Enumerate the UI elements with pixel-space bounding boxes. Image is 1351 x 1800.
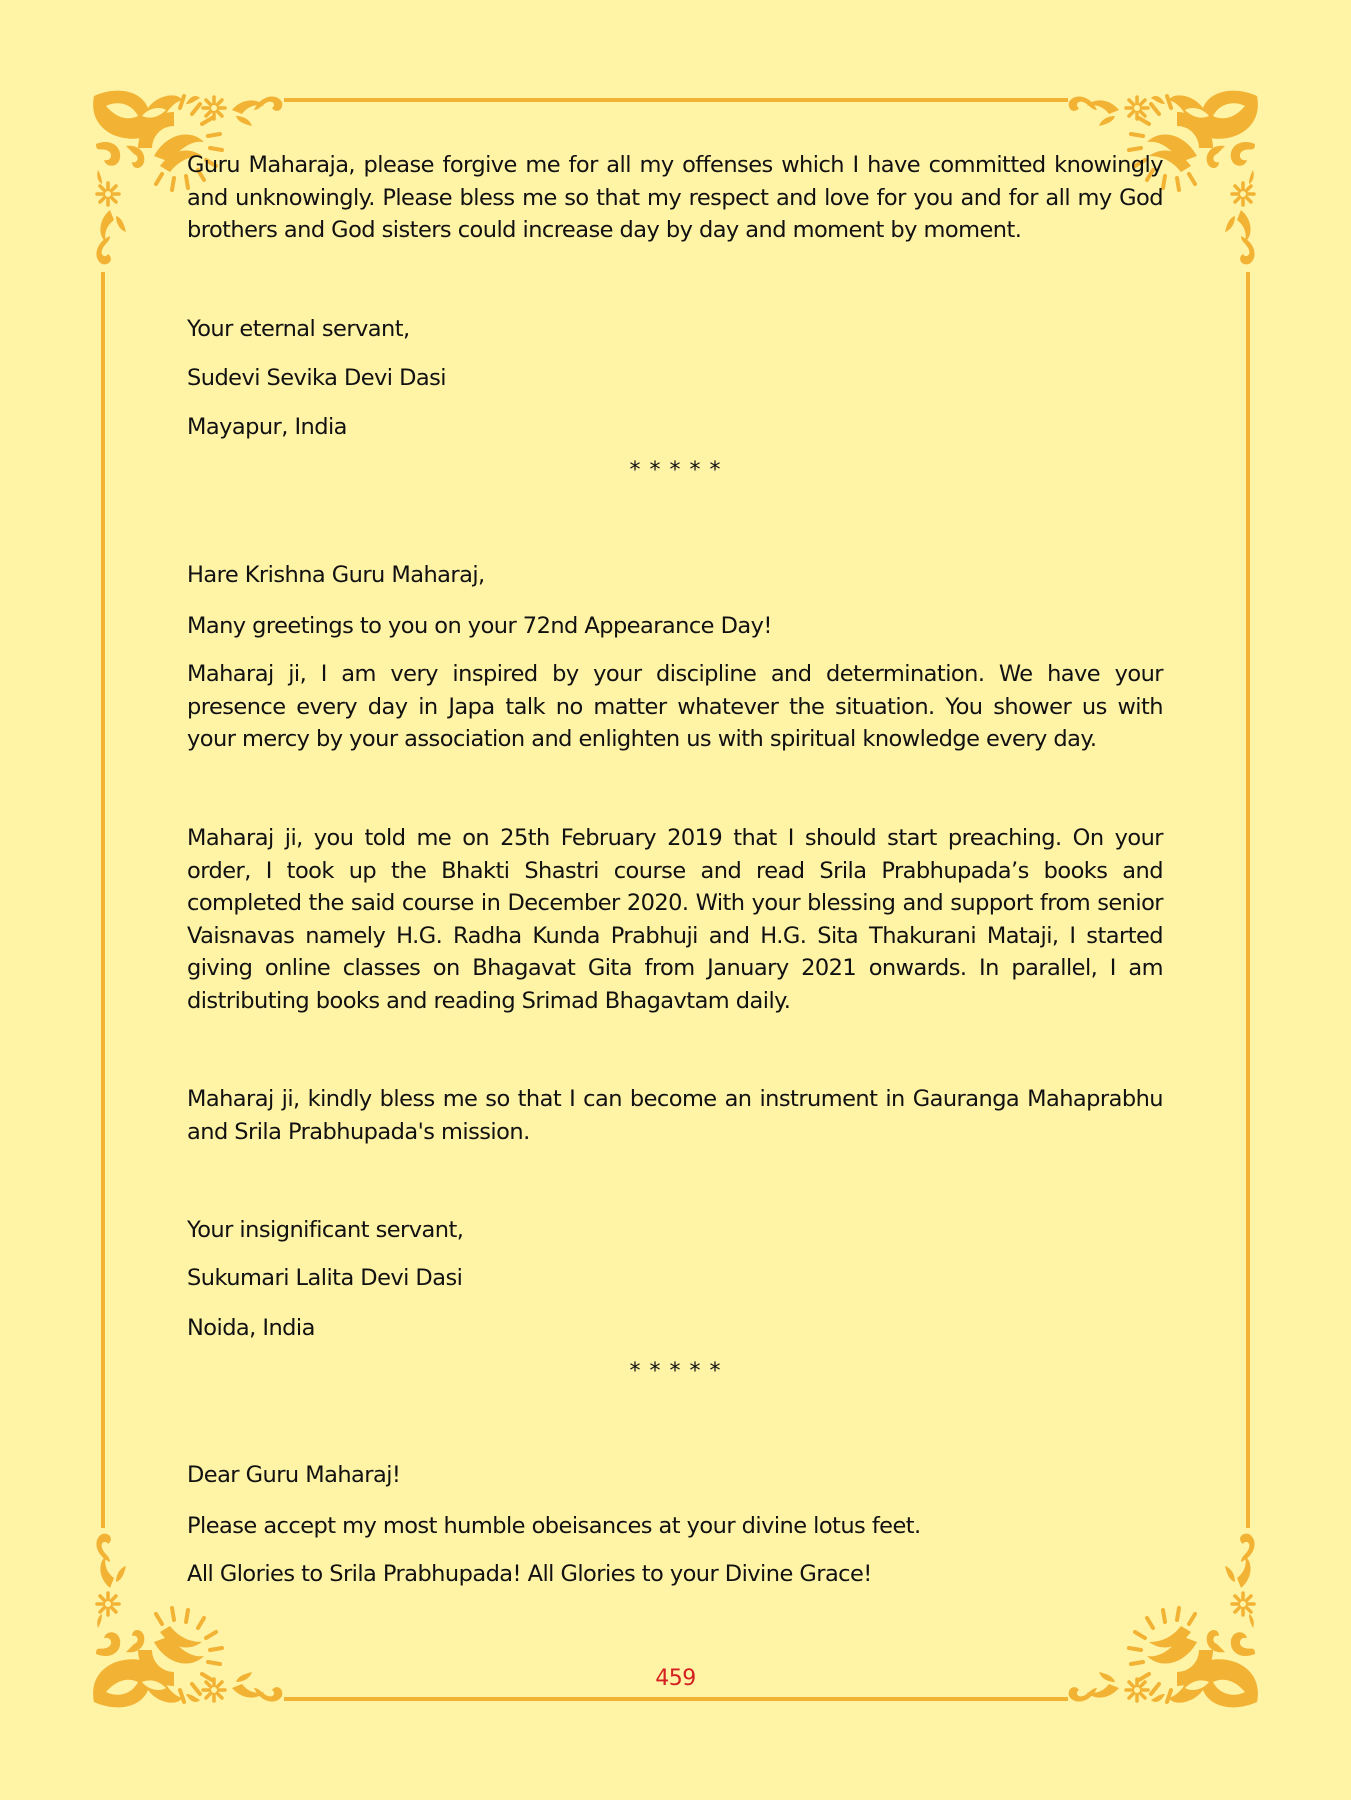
paragraph-line: brothers and God sisters could increase day by day and moment by moment. [187, 217, 1022, 243]
letter2-paragraph-2 [187, 822, 1163, 1017]
letter1-author-name: Sudevi Sevika Devi Dasi [187, 365, 446, 391]
section-separator: * * * * * [629, 1359, 722, 1384]
letter2-author-name: Sukumari Lalita Devi Dasi [187, 1265, 463, 1291]
letter2-salutation: Hare Krishna Guru Maharaj, [187, 562, 485, 588]
paragraph-line: completed the said course in December 2020. With your blessing and support from senior [187, 890, 1163, 916]
paragraph-line: your mercy by your association and enlighten us with spiritual knowledge every day. [187, 726, 1097, 752]
section-separator: * * * * * [629, 458, 722, 483]
paragraph-line: and Srila Prabhupada's mission. [187, 1118, 530, 1145]
paragraph-line: distributing books and reading Srimad Bhagavtam daily. [187, 987, 791, 1014]
paragraph-line: Guru Maharaja, please forgive me for all my offenses which I have committed knowingly [187, 152, 1163, 178]
letter2-paragraph-3 [187, 1083, 1163, 1148]
letter1-signoff: Your eternal servant, [187, 316, 410, 342]
paragraph-line: Maharaj ji, you told me on 25th February 2019 that I should start preaching. On your [187, 825, 1163, 851]
letter3-line-2: All Glories to Srila Prabhupada! All Glories to your Divine Grace! [187, 1561, 872, 1587]
paragraph-line: order, I took up the Bhakti Shastri course and read Srila Prabhupada’s books and [187, 857, 1163, 884]
paragraph-line: presence every day in Japa talk no matter whatever the situation. You shower us with [187, 693, 1163, 720]
letter1-location: Mayapur, India [187, 414, 347, 440]
paragraph-line: giving online classes on Bhagavat Gita from January 2021 onwards. In parallel, I am [187, 955, 1163, 981]
letter1-closing-paragraph [187, 149, 1163, 247]
border-line-top [284, 98, 1068, 102]
letter2-paragraph-1 [187, 658, 1163, 756]
letter2-greeting: Many greetings to you on your 72nd Appearance Day! [187, 613, 772, 639]
letter3-line-1: Please accept my most humble obeisances at your divine lotus feet. [187, 1513, 921, 1539]
letter2-location: Noida, India [187, 1315, 315, 1341]
border-line-bottom [284, 1697, 1068, 1701]
page-number: 459 [655, 1666, 696, 1691]
paragraph-line: Vaisnavas namely H.G. Radha Kunda Prabhuji and H.G. Sita Thakurani Mataji, I started [187, 922, 1163, 949]
letter3-salutation: Dear Guru Maharaj! [187, 1462, 401, 1488]
letter2-signoff: Your insignificant servant, [187, 1217, 464, 1243]
paragraph-line: and unknowingly. Please bless me so that my respect and love for you and for all my God [187, 184, 1163, 211]
paragraph-line: Maharaj ji, kindly bless me so that I can become an instrument in Gauranga Mahaprabhu [187, 1086, 1163, 1112]
paragraph-line: Maharaj ji, I am very inspired by your discipline and determination. We have your [187, 661, 1163, 687]
